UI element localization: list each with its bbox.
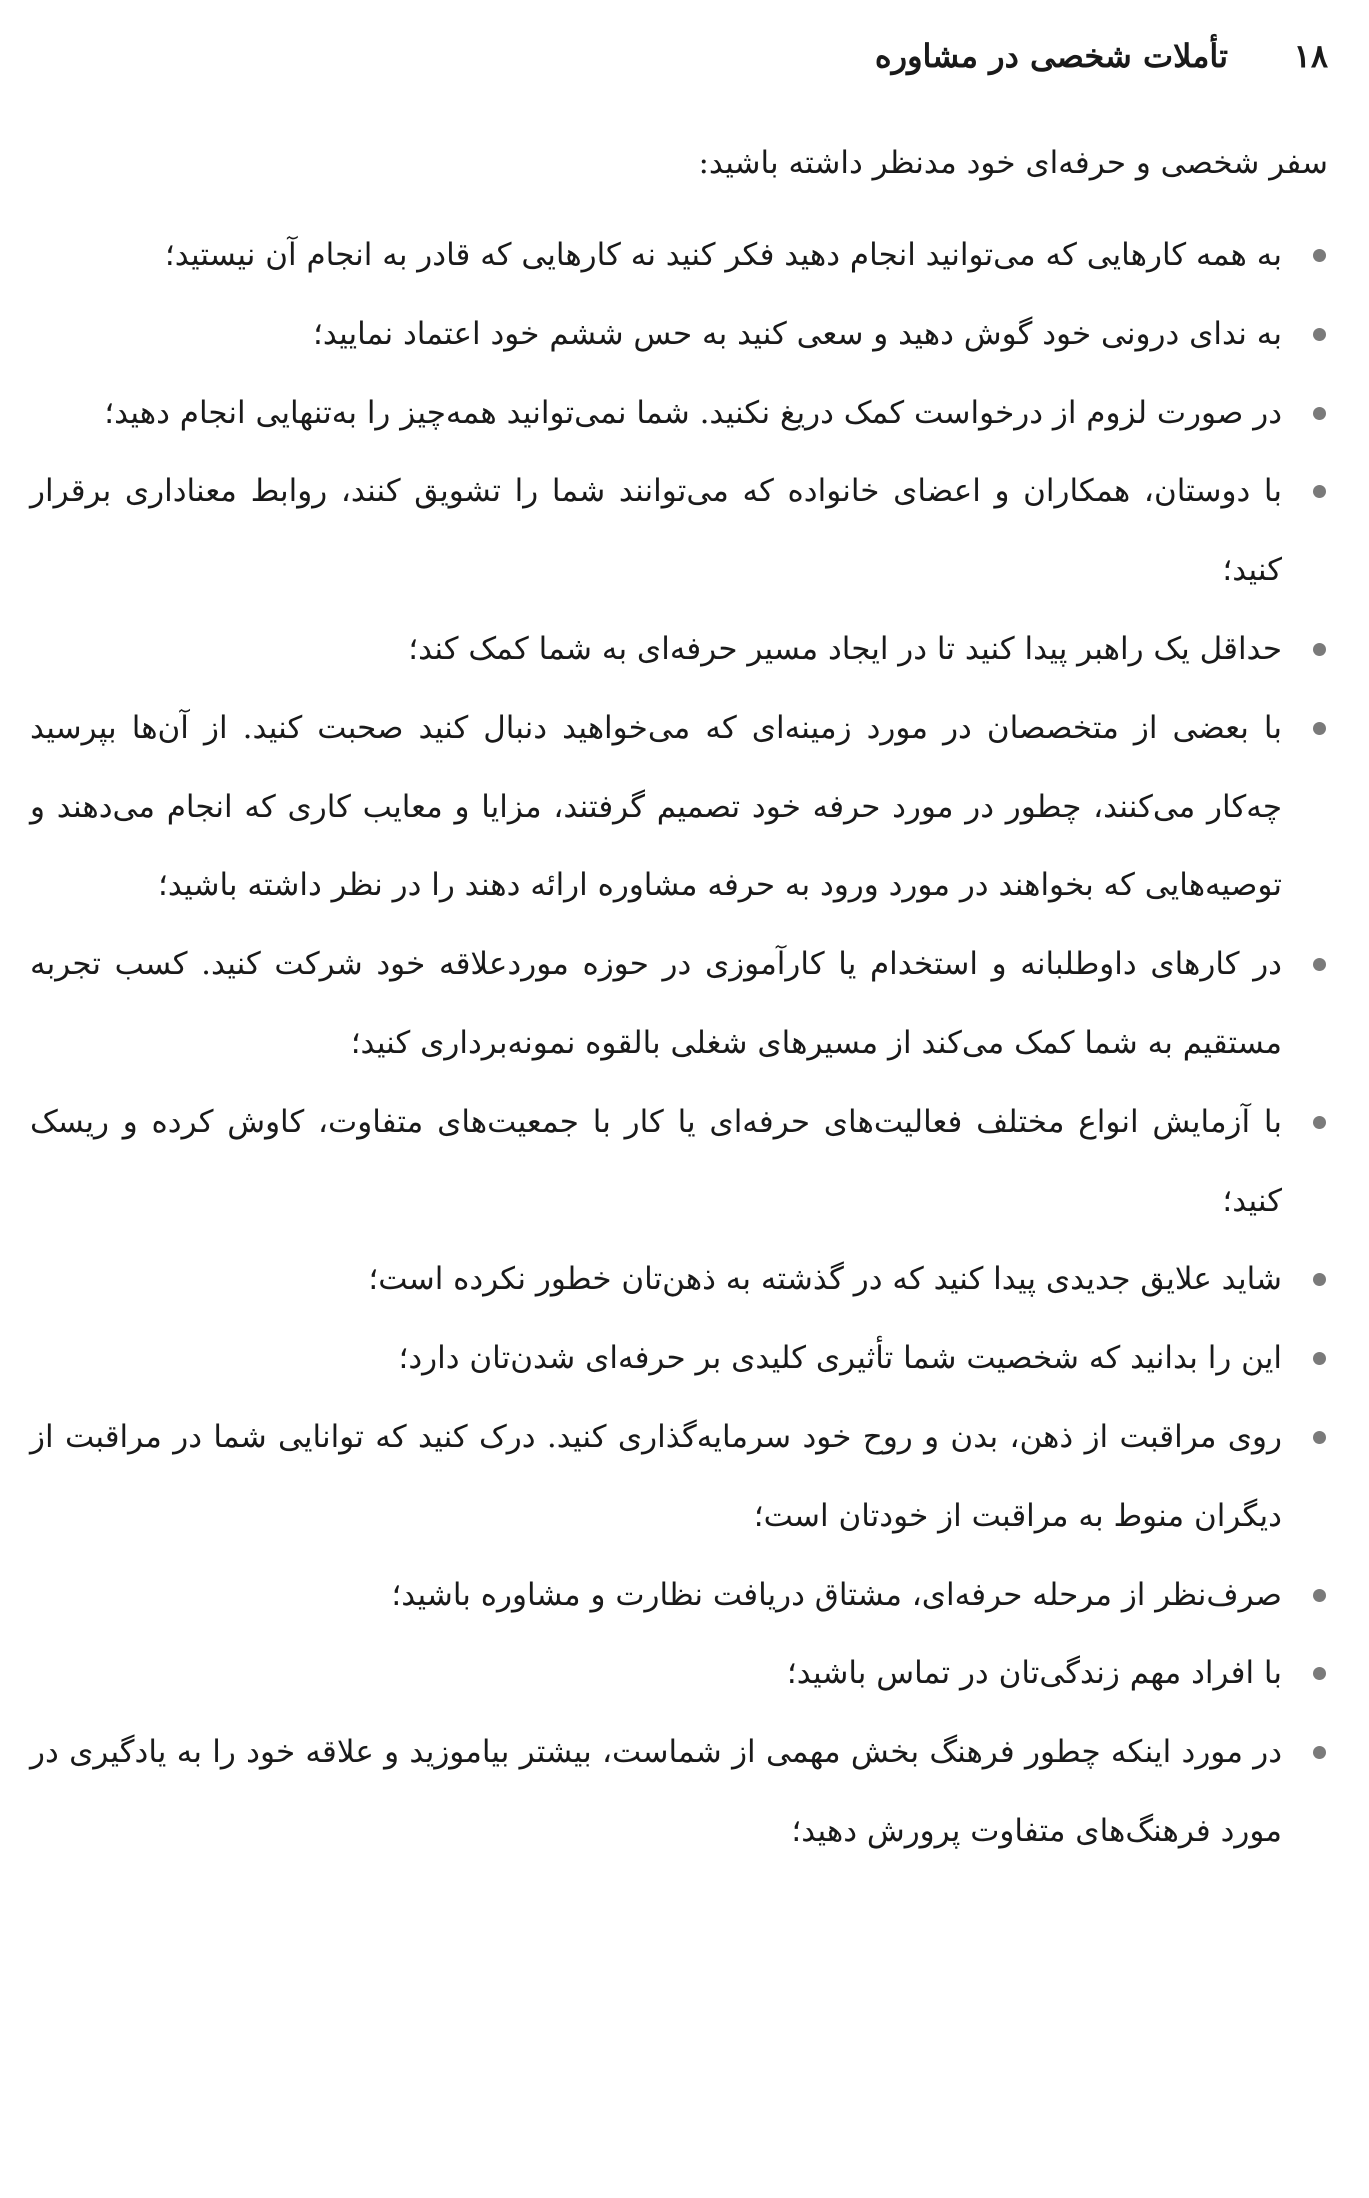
list-item bbox=[30, 295, 1328, 374]
page-number: ۱۸ bbox=[1293, 37, 1328, 75]
list-item-text: حداقل یک راهبر پیدا کنید تا در ایجاد مسیر حرفه‌ای به شما کمک کند؛ bbox=[408, 630, 1282, 667]
list-item-text: با دوستان، همکاران و اعضای خانواده که می‌توانند شما را تشویق کنند، روابط معناداری برقرار کنید؛ bbox=[30, 473, 1282, 589]
bullet-icon bbox=[1313, 1273, 1326, 1286]
list-item bbox=[30, 452, 1328, 610]
list-item-text: با افراد مهم زندگی‌تان در تماس باشید؛ bbox=[786, 1655, 1282, 1692]
list-item-text: شاید علایق جدیدی پیدا کنید که در گذشته به ذهن‌تان خطور نکرده است؛ bbox=[368, 1261, 1282, 1298]
list-item bbox=[30, 1556, 1328, 1635]
list-item-text: با بعضی از متخصصان در مورد زمینه‌ای که می‌خواهید دنبال کنید صحبت کنید. از آن‌ها بپرسید چه‌کار می‌کنند، چطور در مورد حرفه خود تصمیم گرفتند، مزایا و معایب کاری که انجام می‌دهند و توصیه‌هایی که بخواهند در مورد ورود به حرفه مشاوره ارائه دهند را در نظر داشته باشید؛ bbox=[30, 709, 1282, 904]
list-item bbox=[30, 1398, 1328, 1556]
list-item bbox=[30, 1083, 1328, 1241]
list-item bbox=[30, 1319, 1328, 1398]
bullet-icon bbox=[1313, 643, 1326, 656]
running-head bbox=[30, 28, 1328, 84]
bullet-icon bbox=[1313, 958, 1326, 971]
list-item bbox=[30, 1713, 1328, 1871]
list-item-text: در مورد اینکه چطور فرهنگ بخش مهمی از شماست، بیشتر بیاموزید و علاقه خود را به یادگیری در مورد فرهنگ‌های متفاوت پرورش دهید؛ bbox=[30, 1734, 1282, 1849]
bullet-icon bbox=[1313, 1589, 1326, 1602]
bullet-icon bbox=[1313, 407, 1326, 420]
intro-paragraph: سفر شخصی و حرفه‌ای خود مدنظر داشته باشید: bbox=[698, 145, 1328, 181]
list-item bbox=[30, 1634, 1328, 1713]
list-item bbox=[30, 374, 1328, 453]
book-page bbox=[30, 0, 1328, 2198]
bullet-icon bbox=[1313, 1352, 1326, 1365]
bullet-icon bbox=[1313, 249, 1326, 262]
list-item bbox=[30, 216, 1328, 295]
bullet-icon bbox=[1313, 328, 1326, 341]
list-item-text: در صورت لزوم از درخواست کمک دریغ نکنید. شما نمی‌توانید همه‌چیز را به‌تنهایی انجام دهید؛ bbox=[104, 394, 1282, 431]
bullet-icon bbox=[1313, 1431, 1326, 1444]
bullet-icon bbox=[1313, 485, 1326, 498]
list-item-text: صرف‌نظر از مرحله حرفه‌ای، مشتاق دریافت نظارت و مشاوره باشید؛ bbox=[391, 1576, 1282, 1613]
bullet-icon bbox=[1313, 1116, 1326, 1129]
bullet-list bbox=[30, 216, 1328, 1871]
bullet-icon bbox=[1313, 1746, 1326, 1759]
list-item-text: در کارهای داوطلبانه و استخدام یا کارآموزی در حوزه موردعلاقه خود شرکت کنید. کسب تجربه مستقیم به شما کمک می‌کند از مسیرهای شغلی بالقوه نمونه‌برداری کنید؛ bbox=[30, 946, 1282, 1061]
list-item bbox=[30, 689, 1328, 925]
list-item-text: روی مراقبت از ذهن، بدن و روح خود سرمایه‌گذاری کنید. درک کنید که توانایی شما در مراقبت از دیگران منوط به مراقبت از خودتان است؛ bbox=[30, 1418, 1282, 1534]
book-title: تأملات شخصی در مشاوره bbox=[874, 37, 1228, 75]
bullet-icon bbox=[1313, 1667, 1326, 1680]
bullet-icon bbox=[1313, 722, 1326, 735]
list-item-text: با آزمایش انواع مختلف فعالیت‌های حرفه‌ای یا کار با جمعیت‌های متفاوت، کاوش کرده و ریسک کنید؛ bbox=[30, 1103, 1282, 1219]
list-item bbox=[30, 925, 1328, 1083]
list-item-text: به همه کارهایی که می‌توانید انجام دهید فکر کنید نه کارهایی که قادر به انجام آن نیستید؛ bbox=[164, 237, 1282, 273]
list-item bbox=[30, 1240, 1328, 1319]
list-item bbox=[30, 610, 1328, 689]
list-item-text: این را بدانید که شخصیت شما تأثیری کلیدی بر حرفه‌ای شدن‌تان دارد؛ bbox=[398, 1340, 1282, 1377]
list-item-text: به ندای درونی خود گوش دهید و سعی کنید به حس ششم خود اعتماد نمایید؛ bbox=[313, 315, 1282, 352]
